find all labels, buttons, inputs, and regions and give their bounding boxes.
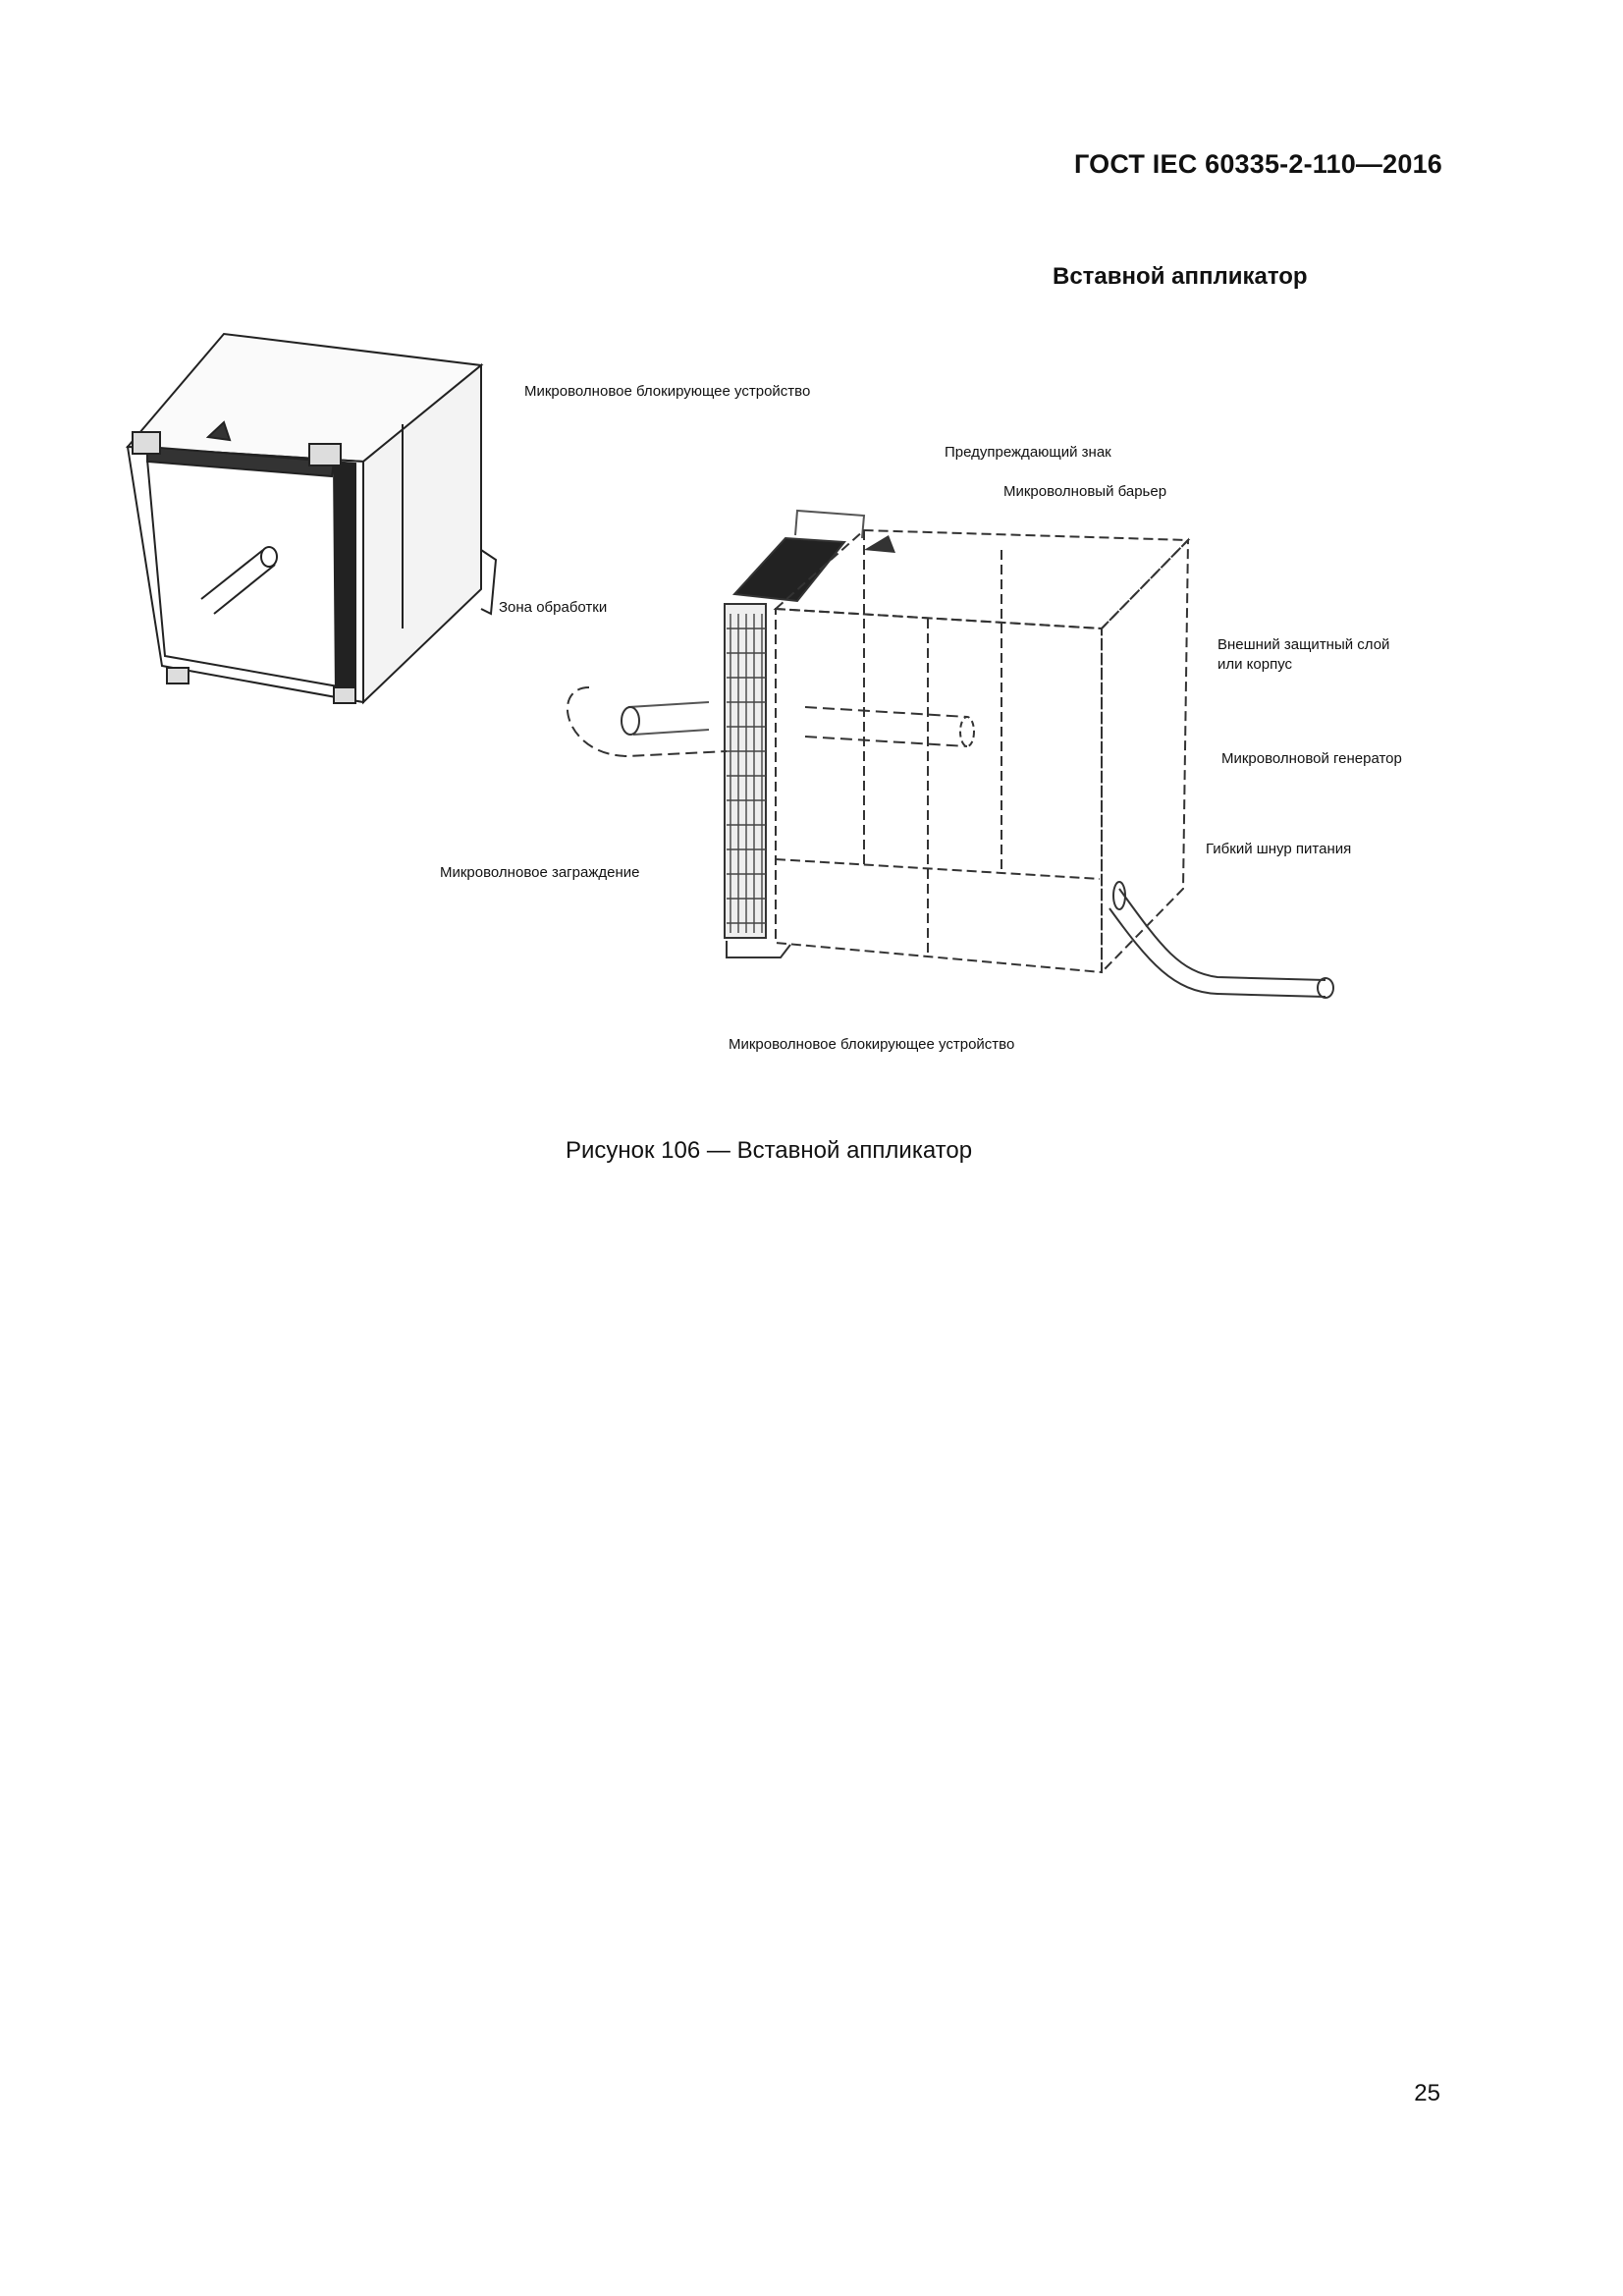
label-treatment-zone: Зона обработки — [499, 599, 608, 616]
figure-caption: Рисунок 106 — Вставной аппликатор — [566, 1137, 973, 1164]
label-interlock-bottom: Микроволновое блокирующее устройство — [729, 1036, 1015, 1053]
page-number: 25 — [1414, 2080, 1440, 2106]
section-title: Вставной аппликатор — [1053, 263, 1308, 290]
applicator-figure — [0, 0, 1623, 1100]
label-outer-layer-line2: или корпус — [1217, 656, 1293, 673]
closed-applicator-drawing — [128, 334, 496, 703]
label-interlock-top: Микроволновое блокирующее устройство — [524, 383, 811, 400]
label-warning-sign: Предупреждающий знак — [945, 444, 1111, 461]
exploded-applicator-drawing — [568, 511, 1333, 998]
standard-designation: ГОСТ IEC 60335-2-110—2016 — [1074, 149, 1442, 179]
label-microwave-barrier: Микроволновый барьер — [1003, 483, 1167, 500]
label-microwave-generator: Микроволновой генератор — [1221, 750, 1402, 767]
label-power-cord: Гибкий шнур питания — [1206, 841, 1352, 857]
label-outer-layer-line1: Внешний защитный слой — [1217, 636, 1390, 653]
label-microwave-fence: Микроволновое заграждение — [440, 864, 640, 881]
